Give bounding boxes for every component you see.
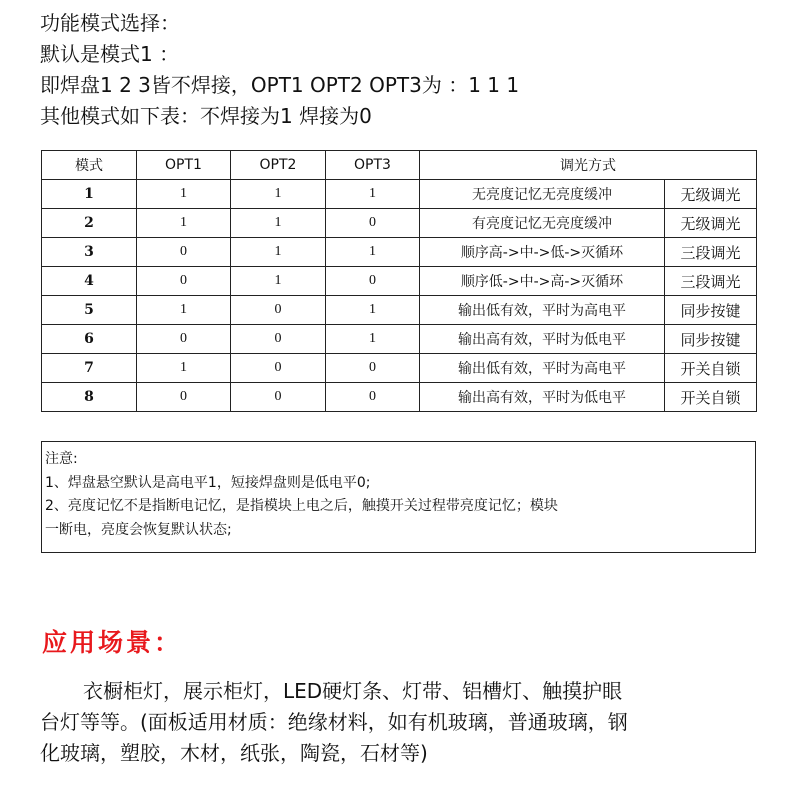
application-line-3: 化玻璃，塑胶，木材，纸张，陶瓷，石材等)	[40, 741, 428, 765]
cell-mode: 1	[42, 180, 137, 209]
cell-opt2: 0	[231, 296, 326, 325]
cell-opt2: 1	[231, 180, 326, 209]
cell-type: 开关自锁	[665, 383, 757, 412]
cell-type: 开关自锁	[665, 354, 757, 383]
note-line-1: 1、焊盘悬空默认是高电平1，短接焊盘则是低电平0;	[45, 474, 371, 491]
notes-title: 注意:	[45, 451, 78, 467]
application-title: 应用场景：	[42, 628, 183, 657]
cell-opt2: 0	[231, 383, 326, 412]
cell-type: 三段调光	[665, 238, 757, 267]
header-dimming: 调光方式	[420, 151, 757, 180]
table-row	[42, 325, 757, 354]
cell-opt1: 0	[137, 238, 231, 267]
table-row	[42, 180, 757, 209]
mode-table	[41, 150, 757, 412]
intro-text	[40, 8, 519, 132]
cell-opt3: 1	[326, 296, 420, 325]
cell-mode: 7	[42, 354, 137, 383]
intro-line-2: 默认是模式1 ：	[40, 42, 180, 66]
cell-desc: 输出低有效，平时为高电平	[420, 296, 665, 325]
cell-opt3: 1	[326, 325, 420, 354]
application-text	[40, 676, 760, 769]
cell-opt1: 0	[137, 325, 231, 354]
table-row	[42, 383, 757, 412]
intro-line-4: 其他模式如下表：不焊接为1 焊接为0	[40, 104, 372, 128]
cell-type: 同步按键	[665, 296, 757, 325]
application-line-1: 衣橱柜灯，展示柜灯，LED硬灯条、灯带、铝槽灯、触摸护眼	[83, 679, 623, 703]
note-line-3: 一断电，亮度会恢复默认状态;	[45, 521, 232, 538]
header-opt1: OPT1	[137, 151, 231, 180]
table-row	[42, 209, 757, 238]
cell-desc: 顺序高->中->低->灭循环	[420, 238, 665, 267]
header-mode: 模式	[42, 151, 137, 180]
header-opt2: OPT2	[231, 151, 326, 180]
application-line-2: 台灯等等。(面板适用材质：绝缘材料，如有机玻璃，普通玻璃，钢	[40, 710, 628, 734]
cell-opt3: 0	[326, 383, 420, 412]
cell-desc: 输出低有效，平时为高电平	[420, 354, 665, 383]
cell-desc: 有亮度记忆无亮度缓冲	[420, 209, 665, 238]
cell-mode: 5	[42, 296, 137, 325]
cell-opt3: 0	[326, 354, 420, 383]
cell-opt2: 1	[231, 238, 326, 267]
cell-desc: 顺序低->中->高->灭循环	[420, 267, 665, 296]
table-header-row	[42, 151, 757, 180]
cell-opt2: 1	[231, 209, 326, 238]
cell-opt3: 0	[326, 209, 420, 238]
cell-mode: 6	[42, 325, 137, 354]
cell-opt3: 0	[326, 267, 420, 296]
cell-opt1: 1	[137, 296, 231, 325]
cell-opt2: 1	[231, 267, 326, 296]
cell-opt2: 0	[231, 325, 326, 354]
header-opt3: OPT3	[326, 151, 420, 180]
cell-opt1: 0	[137, 383, 231, 412]
cell-desc: 输出高有效，平时为低电平	[420, 325, 665, 354]
intro-line-1: 功能模式选择：	[40, 11, 180, 35]
note-line-2: 2、亮度记忆不是指断电记忆，是指模块上电之后，触摸开关过程带亮度记忆；模块	[45, 498, 558, 514]
cell-mode: 8	[42, 383, 137, 412]
cell-mode: 4	[42, 267, 137, 296]
cell-opt1: 1	[137, 209, 231, 238]
table-row	[42, 296, 757, 325]
cell-opt1: 1	[137, 180, 231, 209]
cell-type: 三段调光	[665, 267, 757, 296]
cell-type: 同步按键	[665, 325, 757, 354]
cell-mode: 3	[42, 238, 137, 267]
cell-desc: 输出高有效，平时为低电平	[420, 383, 665, 412]
cell-opt1: 1	[137, 354, 231, 383]
table-row	[42, 267, 757, 296]
cell-opt1: 0	[137, 267, 231, 296]
notes-box	[41, 441, 756, 553]
cell-opt3: 1	[326, 238, 420, 267]
intro-line-3: 即焊盘1 2 3皆不焊接，OPT1 OPT2 OPT3为 ：1 1 1	[40, 73, 520, 97]
cell-opt2: 0	[231, 354, 326, 383]
cell-type: 无级调光	[665, 209, 757, 238]
cell-mode: 2	[42, 209, 137, 238]
table-row	[42, 238, 757, 267]
cell-desc: 无亮度记忆无亮度缓冲	[420, 180, 665, 209]
cell-type: 无级调光	[665, 180, 757, 209]
table-row	[42, 354, 757, 383]
cell-opt3: 1	[326, 180, 420, 209]
